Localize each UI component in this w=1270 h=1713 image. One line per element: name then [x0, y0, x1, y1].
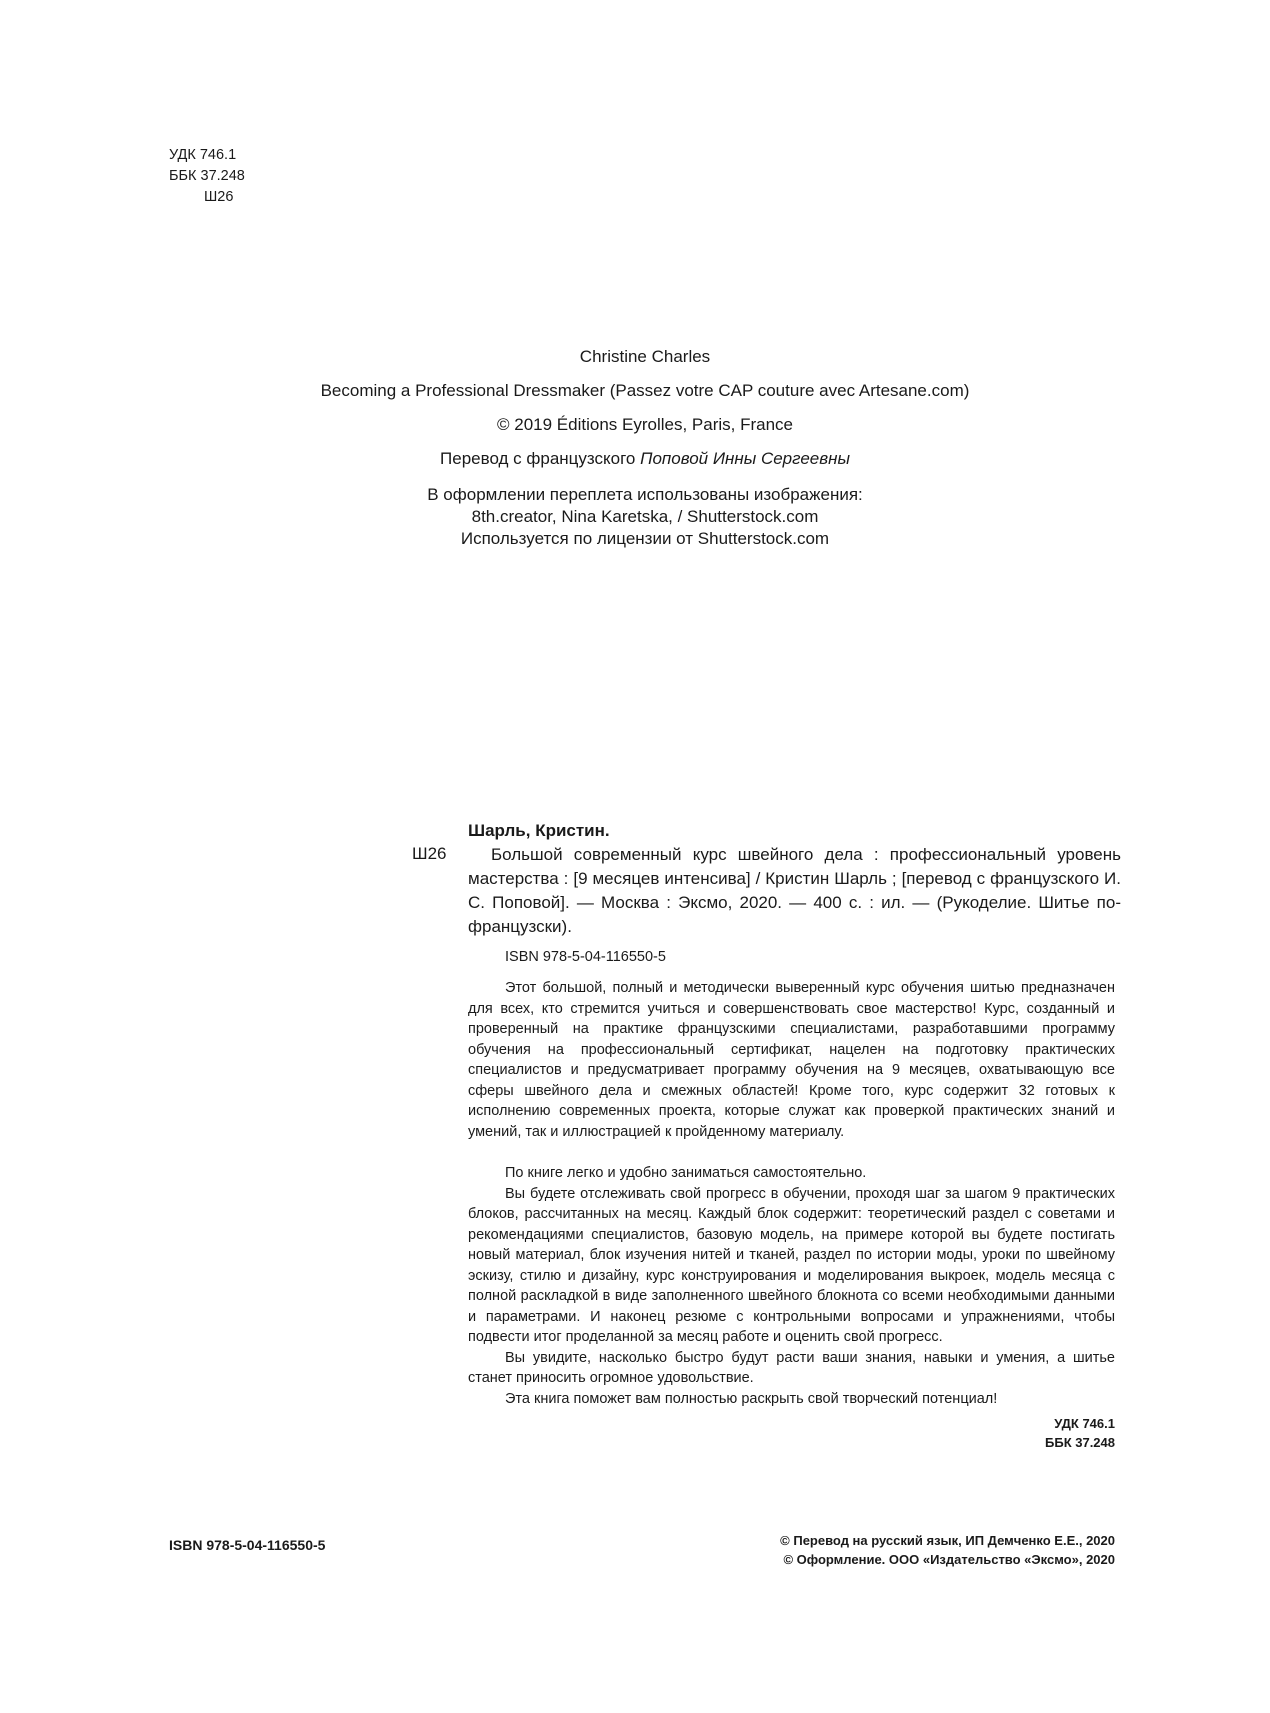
bibliographic-entry	[468, 819, 1121, 939]
annotation	[468, 978, 1115, 1409]
translator-name: Поповой Инны Сергеевны	[640, 449, 850, 468]
original-title: Becoming a Professional Dressmaker (Passez votre CAP couture avec Artesane.com)	[320, 381, 970, 400]
bibliographic-description	[468, 843, 1121, 939]
image-credits	[0, 484, 1270, 550]
image-credits-line-1: В оформлении переплета использованы изображения:	[427, 485, 863, 504]
isbn-inline: ISBN 978-5-04-116550-5	[505, 949, 666, 965]
annotation-paragraph: Вы будете отслеживать свой прогресс в обучении, проходя шаг за шагом 9 практических блоков, рассчитанных на месяц. Каждый блок содержит: теоретический раздел с советами и рекомендациями специалистов, базовую модель, на примере которой вы будете постигать новый материал, блок изучения нитей и тканей, раздел по истории моды, уроки по швейному эскизу, стилю и дизайну, курс конструирования и моделирования выкроек, модель месяца с полной раскладкой в виде заполненного швейного блокнота со всеми необходимыми данными и параметрами. И наконец резюме с контрольными вопросами и упражнениями, чтобы подвести итог проделанной за месяц работе и оценить свой прогресс.	[468, 1185, 1115, 1345]
original-copyright: © 2019 Éditions Eyrolles, Paris, France	[497, 415, 793, 434]
translation-credit	[0, 442, 1270, 478]
classification-block-bottom	[968, 1414, 1115, 1452]
image-credits-line-2: 8th.creator, Nina Karetska, / Shutterstock.com	[471, 507, 819, 526]
bbk-code-bottom: ББК 37.248	[1045, 1435, 1115, 1450]
copyright-translation: © Перевод на русский язык, ИП Демченко Е.Е., 2020	[780, 1533, 1115, 1548]
bbk-code: ББК 37.248	[169, 168, 245, 184]
credits-block	[0, 340, 1270, 550]
image-credits-line-3: Используется по лицензии от Shutterstock.com	[460, 529, 830, 548]
copyright-design: © Оформление. ООО «Издательство «Эксмо», 2020	[783, 1552, 1115, 1567]
catalog-author-sign: Ш26	[412, 844, 447, 863]
udk-code: УДК 746.1	[169, 147, 237, 163]
annotation-paragraph: По книге легко и удобно заниматься самостоятельно.	[505, 1165, 867, 1181]
description-text: Большой современный курс швейного дела : профессиональный уровень мастерства : [9 месяцев интенсива] / Кристин Шарль ; [перевод с французского И. С. Поповой]. — Москва : Эксмо, 2020. — 400 с. : ил. — (Рукоделие. Шитье по-французски).	[468, 845, 1121, 936]
copyright-block	[700, 1531, 1115, 1569]
isbn-footer: ISBN 978-5-04-116550-5	[169, 1537, 326, 1553]
author-heading: Шарль, Кристин.	[468, 821, 610, 840]
classification-block-top	[169, 145, 245, 208]
annotation-paragraph: Вы увидите, насколько быстро будут расти ваши знания, навыки и умения, а шитье станет приносить огромное удовольствие.	[468, 1349, 1115, 1386]
udk-code-bottom: УДК 746.1	[1054, 1416, 1115, 1431]
annotation-paragraph: Эта книга поможет вам полностью раскрыть свой творческий потенциал!	[505, 1390, 998, 1407]
original-author: Christine Charles	[579, 347, 711, 366]
author-sign: Ш26	[204, 189, 234, 205]
annotation-paragraph: Этот большой, полный и методически выверенный курс обучения шитью предназначен для всех, кто стремится учиться и совершенствовать свое мастерство! Курс, созданный и проверенный на практике французскими специалистами, разработавшими программу обучения на профессиональный сертификат, нацелен на подготовку практических специалистов и предусматривает программу обучения на 9 месяцев, охватывающую все сферы швейного дела и смежных областей! Кроме того, курс содержит 32 готовых к исполнению современных проекта, которые служат как проверкой практических знаний и умений, так и иллюстрацией к пройденному материалу.	[468, 980, 1115, 1140]
translation-prefix: Перевод с французского	[440, 449, 636, 468]
